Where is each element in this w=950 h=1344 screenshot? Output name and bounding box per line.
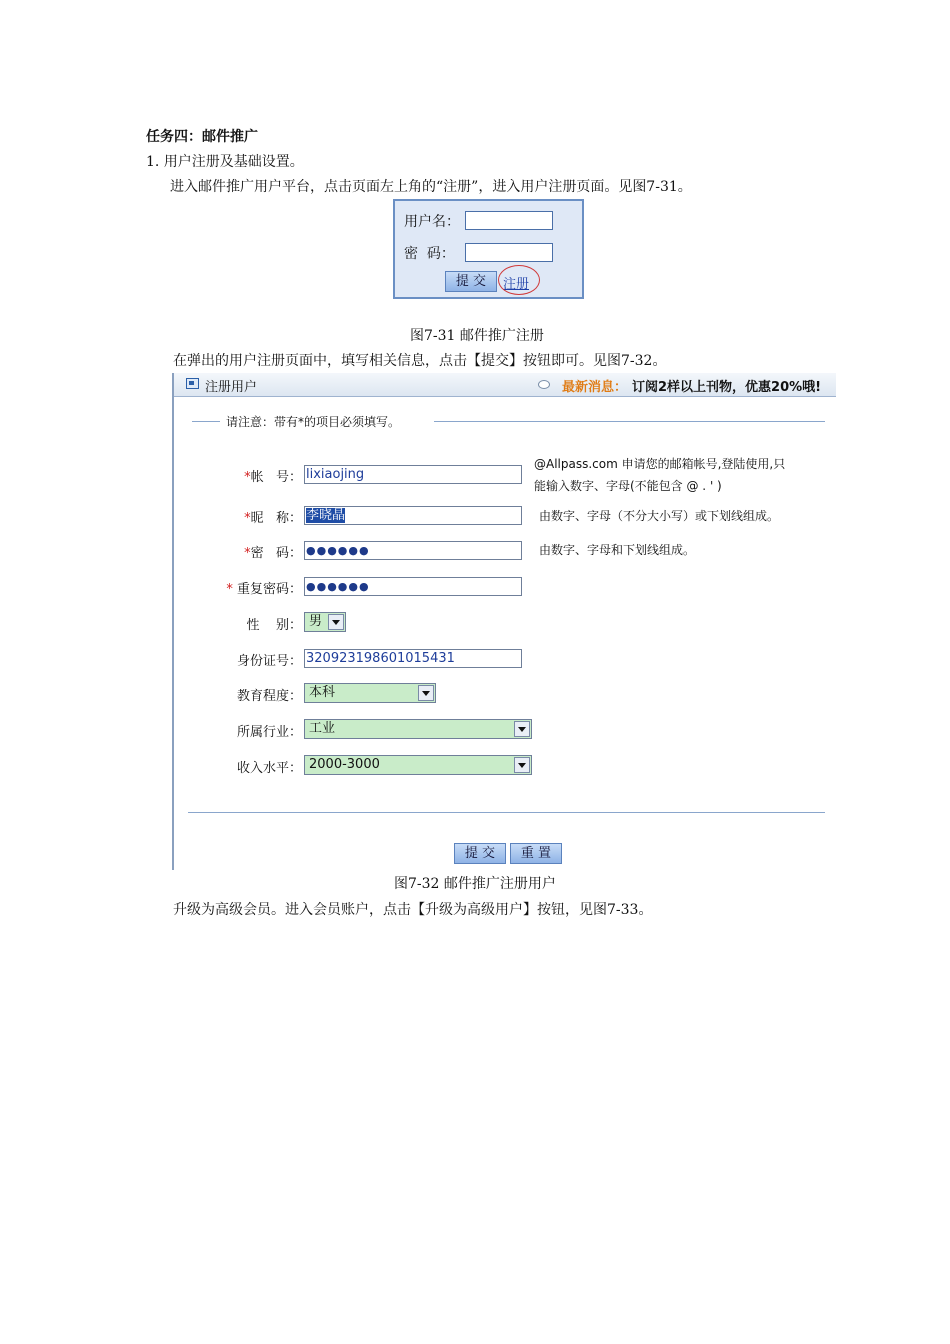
news-label: 最新消息：: [562, 380, 628, 395]
confirm-password-input[interactable]: ●●●●●●: [304, 577, 522, 596]
caption-7-31: 图7-31 邮件推广注册: [410, 328, 544, 344]
gender-select[interactable]: [304, 612, 346, 632]
caption-7-32: 图7-32 邮件推广注册用户: [394, 876, 556, 892]
education-label: 教育程度：: [236, 689, 302, 704]
submit-button[interactable]: 提 交: [454, 843, 506, 864]
highlight-circle: [498, 265, 540, 295]
password-label: 密 码：: [404, 246, 455, 262]
step-1: 1. 用户注册及基础设置。: [146, 154, 304, 170]
industry-label: 所属行业：: [236, 725, 302, 740]
register-link[interactable]: 注册: [503, 277, 530, 292]
username-label: 用户名：: [404, 214, 460, 230]
income-label: 收入水平：: [236, 761, 302, 776]
id-number-label: 身份证号：: [236, 654, 302, 669]
gender-value: 男: [309, 614, 323, 629]
chevron-down-icon: [514, 721, 530, 737]
education-select[interactable]: [304, 683, 436, 703]
chevron-down-icon: [328, 614, 344, 630]
account-hint-2: 能输入数字、字母(不能包含 @ . ' ): [534, 479, 722, 493]
income-value: 2000-3000: [309, 757, 380, 772]
password-input[interactable]: [465, 243, 553, 262]
account-hint-1: @Allpass.com 申请您的邮箱帐号,登陆使用,只: [534, 457, 786, 471]
confirm-password-label: * 重复密码：: [226, 582, 302, 597]
reset-button[interactable]: 重 置: [510, 843, 562, 864]
paragraph-3: 升级为高级会员。进入会员账户，点击【升级为高级用户】按钮，见图7-33。: [173, 902, 653, 918]
nickname-value: 李晓晶: [306, 508, 346, 523]
industry-value: 工业: [309, 721, 336, 736]
news-text: 订阅2样以上刊物，优惠20%哦!: [632, 380, 822, 395]
account-label: *帐 号：: [244, 470, 302, 485]
login-submit-button[interactable]: 提 交: [445, 271, 497, 292]
education-value: 本科: [309, 685, 336, 700]
password-input[interactable]: ●●●●●●: [304, 541, 522, 560]
account-input[interactable]: lixiaojing: [304, 465, 522, 484]
login-panel: [393, 199, 584, 299]
nickname-input[interactable]: [304, 506, 522, 525]
registration-panel: [172, 373, 838, 870]
username-input[interactable]: [465, 211, 553, 230]
window-icon: [186, 378, 199, 389]
paragraph-2: 在弹出的用户注册页面中，填写相关信息，点击【提交】按钮即可。见图7-32。: [173, 353, 667, 369]
nickname-label: *昵 称：: [244, 511, 302, 526]
required-note: 请注意：带有*的项目必须填写。: [226, 415, 401, 429]
nickname-hint: 由数字、字母（不分大小写）或下划线组成。: [539, 509, 780, 523]
gender-label: 性 别：: [246, 618, 302, 633]
income-select[interactable]: [304, 755, 532, 775]
password-hint: 由数字、字母和下划线组成。: [539, 543, 696, 557]
registration-header: [174, 373, 836, 397]
chevron-down-icon: [418, 685, 434, 701]
password-label: *密 码：: [244, 546, 302, 561]
chevron-down-icon: [514, 757, 530, 773]
industry-select[interactable]: [304, 719, 532, 739]
id-number-input[interactable]: 320923198601015431: [304, 649, 522, 668]
registration-title: 注册用户: [205, 380, 258, 395]
message-bubble-icon: [538, 380, 550, 389]
paragraph-1: 进入邮件推广用户平台，点击页面左上角的“注册”，进入用户注册页面。见图7-31。: [170, 179, 692, 195]
section-heading: 任务四：邮件推广: [146, 129, 258, 145]
